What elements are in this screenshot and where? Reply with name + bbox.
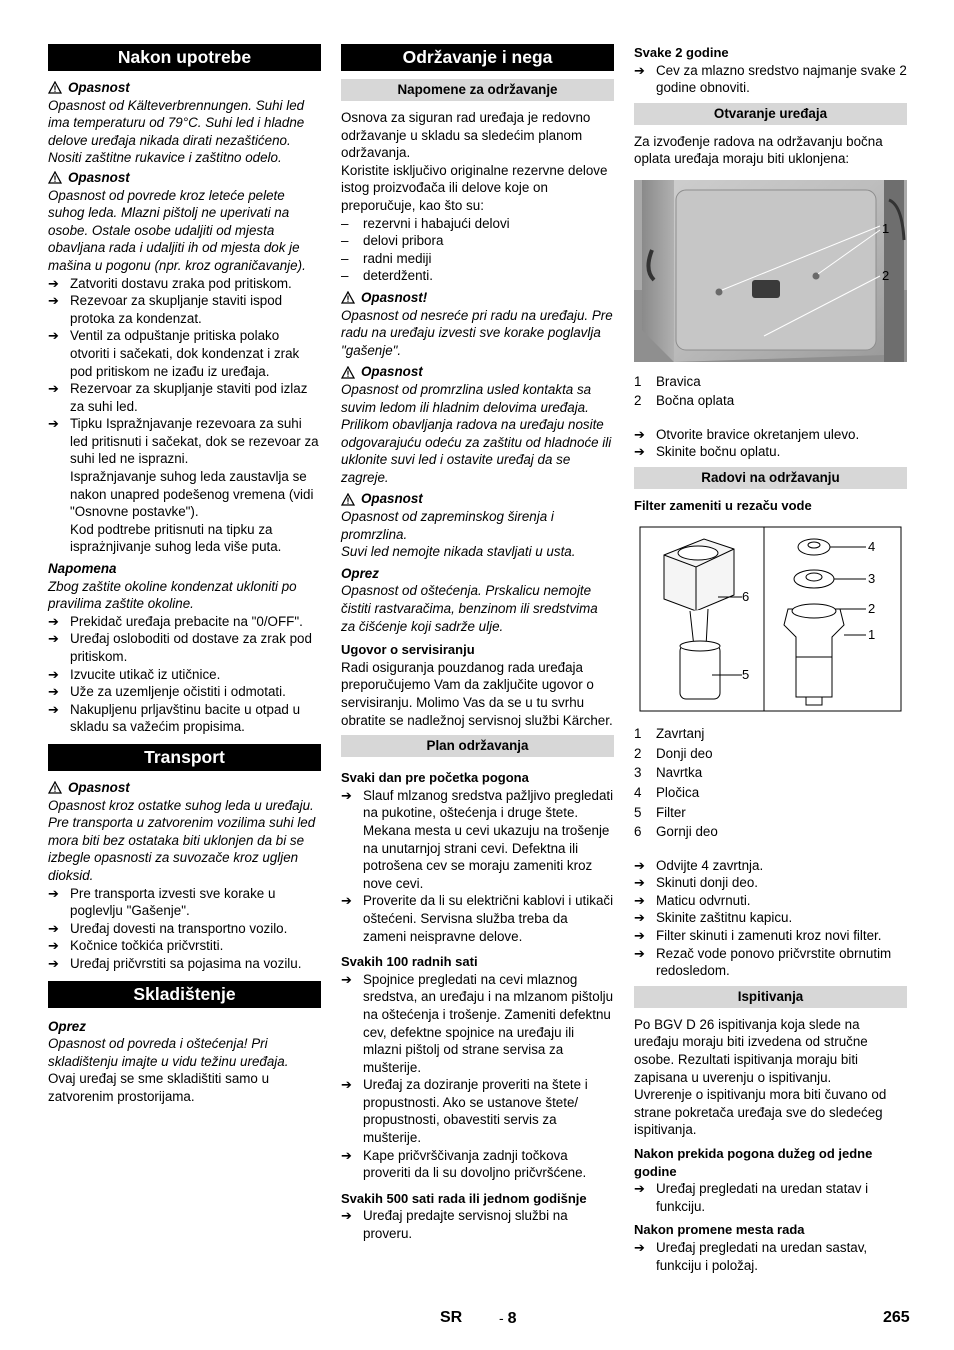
step-item: ➔ Uređaj osloboditi od dostave za zrak pod pritiskom.: [48, 630, 321, 665]
dash-item: – deterdženti.: [341, 267, 614, 285]
subheading-radovi: Radovi na održavanju: [634, 467, 907, 489]
step-item: ➔ Cev za mlazno sredstvo najmanje svake 2 godine obnoviti.: [634, 62, 907, 97]
step-item: ➔ Tipku Ispražnjavanje rezevoara za suhi led pritisnuti i sačekat, dok se rezevoar za suhi led ne isprazni.: [48, 415, 321, 468]
step-list: [341, 1207, 614, 1242]
body-text: Za izvođenje radova na održavanju bočna oplata uređaja moraju biti uklonjena:: [634, 133, 883, 167]
procedure-title: Filter zameniti u rezaču vode: [634, 497, 812, 513]
callout-label: 1: [882, 220, 890, 236]
step-item: ➔ Uređaj dovesti na transportno vozilo.: [48, 920, 321, 938]
warning-title: Opasnost: [361, 364, 423, 380]
legend-item: 2 Donji deo: [634, 745, 713, 761]
subheading-napomene: Napomene za održavanje: [341, 79, 614, 101]
water-separator-filter-diagram: [634, 525, 907, 715]
warning-title: Opasnost: [68, 80, 130, 95]
device-side-panel-photo: [634, 180, 907, 362]
callout-label: 4: [868, 538, 876, 554]
subheading-ugovor: Ugovor o servisiranju: [341, 642, 475, 658]
subheading-otvaranje: Otvaranje uređaja: [634, 103, 907, 125]
step-item: ➔ Prekidač uređaja prebacite na "0/OFF".: [48, 613, 321, 631]
step-item: ➔ Maticu odvrnuti.: [634, 892, 907, 910]
step-item: ➔ Slauf mlzanog sredstva pažljivo pregledati na pukotine, oštećenja i druge štete. Mekana mesta u cevi ukazuju na trošenje na unutarnjoj strani cevi. Defektna ili potrošena cev se moraju zameniti kroz nove cevi.: [341, 787, 614, 893]
body-text: Uvrerenje o ispitivanju mora biti čuvano od strane pokretača uređaja sve do sledećeg ispitivanja.: [634, 1087, 887, 1138]
warning-heading: [48, 169, 321, 187]
step-item: ➔ Skinuti donji deo.: [634, 874, 907, 892]
step-item: ➔ Filter skinuti i zamenuti kroz novi filter.: [634, 927, 907, 945]
footer-total-page: 265: [883, 1309, 910, 1326]
interval-title: Svake 2 godine: [634, 45, 729, 60]
step-list: [341, 971, 614, 1182]
step-item: ➔ Odvijte 4 zavrtnja.: [634, 857, 907, 875]
dash-item: – radni mediji: [341, 250, 614, 268]
legend-item: 1 Bravica: [634, 373, 701, 389]
step-item: ➔ Uređaj pregledati na uredan sastav, funkciju i položaj.: [634, 1239, 907, 1274]
caution-title: Oprez: [341, 565, 379, 581]
warning-triangle-icon: [341, 291, 355, 304]
body-text: Po BGV D 26 ispitivanja koja slede na uređaju moraju biti izvedena od stručne osobe. Rezultati ispitivanja moraju biti zapisana u uverenju o ispitivanju.: [634, 1016, 868, 1085]
legend-item: 2 Bočna oplata: [634, 393, 735, 409]
dash-item: – rezervni i habajući delovi: [341, 215, 614, 233]
legend-item: 6 Gornji deo: [634, 824, 718, 840]
footer-page-number: - 8: [499, 1310, 517, 1327]
step-list: [48, 275, 321, 469]
warning-heading: [341, 289, 614, 307]
interval-title: Svakih 500 sati rada ili jednom godišnje: [341, 1190, 587, 1206]
section-heading-odrzavanje: Održavanje i nega: [341, 44, 614, 71]
step-item: ➔ Uređaj pričvrstiti sa pojasima na vozilu.: [48, 955, 321, 973]
warning-text: Opasnost od promrzlina usled kontakta sa suvim ledom ili hladnim delovima uređaja. Prilikom obavljanja radova na uređaju nosite odgovarajuću odeću za zaštitu od hladnoće ili uklonite suvi led i ostavite uređaj da se zagreje.: [341, 381, 612, 485]
subheading-ispitivanja: Ispitivanja: [634, 986, 907, 1008]
warning-title: Opasnost!: [361, 289, 428, 305]
step-item: ➔ Skinite zaštitnu kapicu.: [634, 909, 907, 927]
warning-text: Opasnost od nesreće pri radu na uređaju. Pre radu na uređaju izvesti sve korake poglavlja "gašenje".: [341, 307, 613, 358]
callout-label: 2: [868, 600, 876, 616]
column-3: [634, 44, 907, 1274]
warning-text: Opasnost od zapreminskog širenja i promrzlina.: [341, 509, 554, 542]
dash-item: – delovi pribora: [341, 232, 614, 250]
step-item: ➔ Izvucite utikač iz utičnice.: [48, 666, 321, 684]
body-text: Osnova za siguran rad uređaja je redovno održavanje u skladu sa sledećim planom održavanja.: [341, 110, 591, 161]
step-item: ➔ Spojnice pregledati na cevi mlaznog sredstva, an uređaju i na mlzanom pištolju na oštećenja i trošenje. Zameniti defektnu cev, defektne spojnice na uređaju ili mlazni pištolj od strane servisa za mušterije.: [341, 971, 614, 1077]
step-item: ➔ Uređaj za doziranje proveriti na štete i propustnosti. Ako se ustanove štete/ propustnosti, obavestiti servis za mušterije.: [341, 1076, 614, 1146]
legend-item: 3 Navrtka: [634, 765, 703, 781]
callout-label: 2: [882, 267, 890, 283]
warning-triangle-icon: [48, 81, 62, 94]
step-list: [634, 62, 907, 97]
warning-text: Suvi led nemojte nikada stavljati u usta.: [341, 544, 576, 560]
body-text: Ovaj uređaj se sme skladištiti samo u zatvorenim prostorijama.: [48, 1071, 270, 1104]
callout-label: 1: [868, 626, 876, 642]
interval-title: Svaki dan pre početka pogona: [341, 770, 529, 786]
warning-triangle-icon: [341, 493, 355, 506]
section-heading-nakon-upotrebe: Nakon upotrebe: [48, 44, 321, 71]
step-list: [48, 885, 321, 973]
interval-title: Nakon promene mesta rada: [634, 1222, 805, 1238]
warning-triangle-icon: [341, 366, 355, 379]
step-list: [634, 1180, 907, 1215]
step-item: ➔ Uže za uzemljenje očistiti i odmotati.: [48, 683, 321, 701]
step-note: Kod podtrebe pritisnuti na tipku za isprażnjivanje suhog leda više puta.: [70, 521, 282, 555]
callout-label: 6: [742, 588, 750, 604]
step-item: ➔ Nakupljenu prljavštinu bacite u otpad u skladu sa važećim propisima.: [48, 701, 321, 736]
warning-title: Opasnost: [68, 779, 130, 795]
warning-text: Opasnost kroz ostatke suhog leda u uređaju. Pre transporta u zatvorenim vozilima suhi led mora biti bez ostataka biti uklonjen da bi se izbegle opasnosti za suvozače kroz ugljen dioksid.: [48, 797, 316, 883]
interval-title: Svakih 100 radnih sati: [341, 954, 478, 970]
step-item: ➔ Uređaj predajte servisnoj službi na proveru.: [341, 1207, 614, 1242]
note-title: Napomena: [48, 561, 117, 577]
step-list: [48, 613, 321, 736]
interval-title: Nakon prekida pogona dužeg od jedne godine: [634, 1146, 873, 1179]
caution-title: Oprez: [48, 1018, 86, 1034]
legend-item: 5 Filter: [634, 804, 686, 820]
step-list: [634, 1239, 907, 1274]
column-1: [48, 44, 321, 1105]
warning-heading: [48, 79, 321, 97]
step-note: Ispražnjavanje suhog leda zaustavlja se nakon unapred podešenog vremena (vidi "Osnovne postavke").: [70, 469, 314, 520]
step-item: ➔ Rezevoar za skupljanje staviti ispod protoka za kondenzat.: [48, 292, 321, 327]
legend-list: [634, 373, 907, 410]
warning-text: Opasnost od Kälteverbrennungen. Suhi led ima temperaturu od 79°C. Suhi led i hladne delove uređaja nikada dirati nezaštićeno. Nositi zaštitne rukavice i zaštitno odelo.: [48, 97, 305, 166]
warning-title: Opasnost: [68, 169, 130, 185]
step-item: ➔ Kape pričvrščivanja zadnji točkova proveriti da li su dovoljno pričvršćene.: [341, 1147, 614, 1182]
subheading-plan: Plan održavanja: [341, 735, 614, 757]
step-item: ➔ Pre transporta izvesti sve korake u poglevlju "Gašenje".: [48, 885, 321, 920]
section-heading-skladistenje: Skladištenje: [48, 981, 321, 1008]
step-item: ➔ Zatvoriti dostavu zraka pod pritiskom.: [48, 275, 321, 293]
caution-text: Opasnost od oštećenja. Prskalicu nemojte čistiti rastvaračima, benzinom ili sredstvima za čišćenje koji sadrže ulje.: [341, 583, 598, 634]
dash-list: [341, 215, 614, 285]
warning-title: Opasnost: [361, 491, 423, 507]
footer-language: SR: [440, 1309, 463, 1326]
step-item: ➔ Rezač vode ponovo pričvrstite obrnutim redosledom.: [634, 945, 907, 980]
legend-item: 4 Pločica: [634, 784, 700, 800]
step-list: [341, 787, 614, 945]
legend-list: [634, 725, 907, 841]
legend-item: 1 Zavrtanj: [634, 726, 705, 742]
step-list: [634, 426, 907, 461]
callout-label: 5: [742, 666, 750, 682]
step-item: ➔ Rezervoar za skupljanje staviti pod izlaz za suhi led.: [48, 380, 321, 415]
column-2: [341, 44, 614, 1243]
warning-triangle-icon: [48, 171, 62, 184]
body-text: Radi osiguranja pouzdanog rada uređaja preporučujemo Vam da zaključite ugovor o servisiranju. Molimo Vas da se u tu svrhu obratite se nadležnoj servisnoj službi Kärcher.: [341, 659, 613, 728]
step-item: ➔ Kočnice točkića pričvrstiti.: [48, 937, 321, 955]
step-item: ➔ Uređaj pregledati na uredan statav i funkciju.: [634, 1180, 907, 1215]
section-heading-transport: Transport: [48, 744, 321, 771]
step-item: ➔ Skinite bočnu oplatu.: [634, 443, 907, 461]
step-item: ➔ Proverite da li su električni kablovi i utikači oštećeni. Servisna služba treba da zameni neispravne delove.: [341, 892, 614, 945]
warning-heading: [341, 490, 614, 508]
warning-heading: [341, 363, 614, 381]
step-item: ➔ Ventil za odpuštanje pritiska polako otvoriti i sačekati, dok kondenzat i zrak pod pritiskom ne izađu iz uređaja.: [48, 327, 321, 380]
callout-label: 3: [868, 570, 876, 586]
step-item: ➔ Otvorite bravice okretanjem ulevo.: [634, 426, 907, 444]
note-text: Zbog zaštite okoline kondenzat ukloniti po pravilima zaštite okoline.: [48, 578, 297, 612]
warning-triangle-icon: [48, 781, 62, 794]
step-list: [634, 857, 907, 980]
caution-text: Opasnost od povreda i oštećenja! Pri skladištenju imajte u vidu težinu uređaja.: [48, 1036, 289, 1069]
warning-text: Opasnost od povrede kroz leteće pelete suhog leda. Mlazni pištolj ne uperivati na osobe. Ostale osobe udaljiti od mjesta obavljana rada i udaljiti ih od mjesta dok je mašina u pogonu (npr. kroz ograničavanje).: [48, 187, 306, 273]
body-text: Koristite isključivo originalne rezervne delove istog proizvođača ili delove koje on preporučuje, kao što su:: [341, 162, 608, 213]
warning-heading: [48, 779, 321, 797]
